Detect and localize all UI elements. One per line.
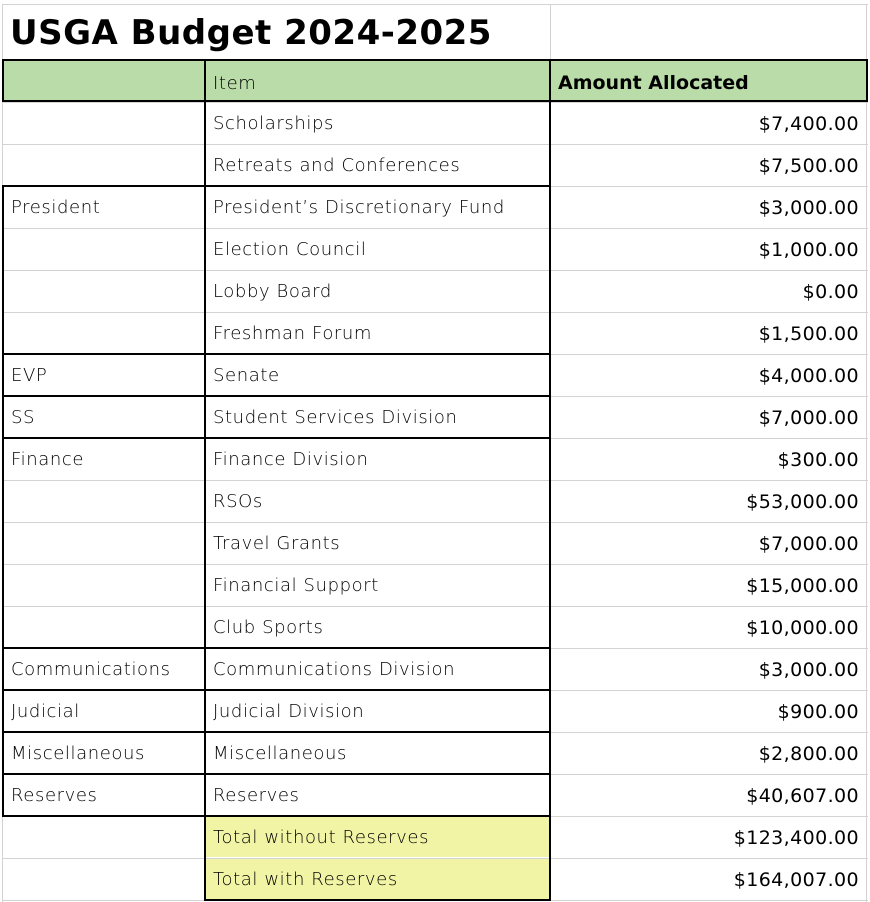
grid-line xyxy=(2,564,868,565)
category-cell: Finance xyxy=(11,449,85,470)
category-cell xyxy=(11,523,201,564)
cell-border xyxy=(2,815,551,817)
item-cell: Student Services Division xyxy=(213,407,458,428)
item-cell: Financial Support xyxy=(213,575,379,596)
item-cell: Finance Division xyxy=(213,449,369,470)
item-cell: Reserves xyxy=(213,785,300,806)
amount-cell: $164,007.00 xyxy=(733,868,859,891)
amount-cell: $7,400.00 xyxy=(758,112,859,135)
item-cell: Travel Grants xyxy=(213,533,341,554)
item-cell: Election Council xyxy=(213,239,367,260)
amount-cell: $900.00 xyxy=(777,700,859,723)
category-cell: President xyxy=(11,197,101,218)
item-cell: Miscellaneous xyxy=(213,743,347,764)
cell-border xyxy=(2,395,551,397)
header-amount: Amount Allocated xyxy=(558,72,749,94)
grid-line xyxy=(2,312,868,313)
cell-border xyxy=(2,689,551,691)
grid-line xyxy=(2,480,868,481)
cell-border xyxy=(2,60,4,102)
item-cell: Retreats and Conferences xyxy=(213,155,461,176)
category-cell: SS xyxy=(11,407,36,428)
grid-line xyxy=(550,4,551,60)
grid-line xyxy=(2,144,868,145)
grid-line xyxy=(2,228,868,229)
category-cell xyxy=(11,607,201,648)
grid-line xyxy=(2,102,868,103)
amount-cell: $0.00 xyxy=(802,280,859,303)
category-cell xyxy=(11,145,201,186)
item-cell: Total with Reserves xyxy=(213,869,398,890)
cell-border xyxy=(2,353,551,355)
cell-border xyxy=(2,731,551,733)
item-cell: President’s Discretionary Fund xyxy=(213,197,505,218)
amount-cell: $1,500.00 xyxy=(758,322,859,345)
category-cell xyxy=(11,859,201,900)
amount-cell: $3,000.00 xyxy=(758,658,859,681)
cell-border xyxy=(2,186,4,816)
category-cell xyxy=(11,229,201,270)
grid-line xyxy=(2,606,868,607)
amount-cell: $123,400.00 xyxy=(733,826,859,849)
cell-border xyxy=(2,437,551,439)
amount-cell: $7,500.00 xyxy=(758,154,859,177)
amount-cell: $1,000.00 xyxy=(758,238,859,261)
grid-line xyxy=(2,270,868,271)
amount-cell: $300.00 xyxy=(777,448,859,471)
cell-border xyxy=(2,59,868,61)
cell-border xyxy=(204,899,551,901)
category-cell: Communications xyxy=(11,659,171,680)
amount-cell: $15,000.00 xyxy=(746,574,859,597)
item-cell: Total without Reserves xyxy=(213,827,430,848)
category-cell xyxy=(11,481,201,522)
category-cell xyxy=(11,271,201,312)
grid-line xyxy=(2,858,868,859)
cell-border xyxy=(866,60,868,102)
category-cell xyxy=(11,313,201,354)
category-cell xyxy=(11,103,201,144)
sheet-title: USGA Budget 2024-2025 xyxy=(10,13,492,53)
amount-cell: $3,000.00 xyxy=(758,196,859,219)
cell-border xyxy=(2,773,551,775)
amount-cell: $7,000.00 xyxy=(758,532,859,555)
header-item: Item xyxy=(213,72,257,94)
category-cell: Reserves xyxy=(11,785,98,806)
item-cell: Scholarships xyxy=(213,113,334,134)
amount-cell: $53,000.00 xyxy=(746,490,859,513)
amount-cell: $2,800.00 xyxy=(758,742,859,765)
grid-line xyxy=(2,4,868,5)
item-cell: Judicial Division xyxy=(213,701,365,722)
category-cell: Miscellaneous xyxy=(11,743,145,764)
amount-cell: $4,000.00 xyxy=(758,364,859,387)
category-cell: EVP xyxy=(11,365,48,386)
category-cell: Judicial xyxy=(11,701,80,722)
category-cell xyxy=(11,817,201,858)
grid-line xyxy=(866,4,867,902)
category-cell xyxy=(11,565,201,606)
amount-cell: $10,000.00 xyxy=(746,616,859,639)
cell-border xyxy=(2,647,551,649)
cell-border xyxy=(2,185,551,187)
item-cell: Communications Division xyxy=(213,659,456,680)
amount-cell: $40,607.00 xyxy=(746,784,859,807)
item-cell: Senate xyxy=(213,365,280,386)
item-cell: Freshman Forum xyxy=(213,323,373,344)
item-cell: Lobby Board xyxy=(213,281,332,302)
item-cell: RSOs xyxy=(213,491,263,512)
cell-border xyxy=(2,100,868,102)
amount-cell: $7,000.00 xyxy=(758,406,859,429)
grid-line xyxy=(2,522,868,523)
item-cell: Club Sports xyxy=(213,617,324,638)
